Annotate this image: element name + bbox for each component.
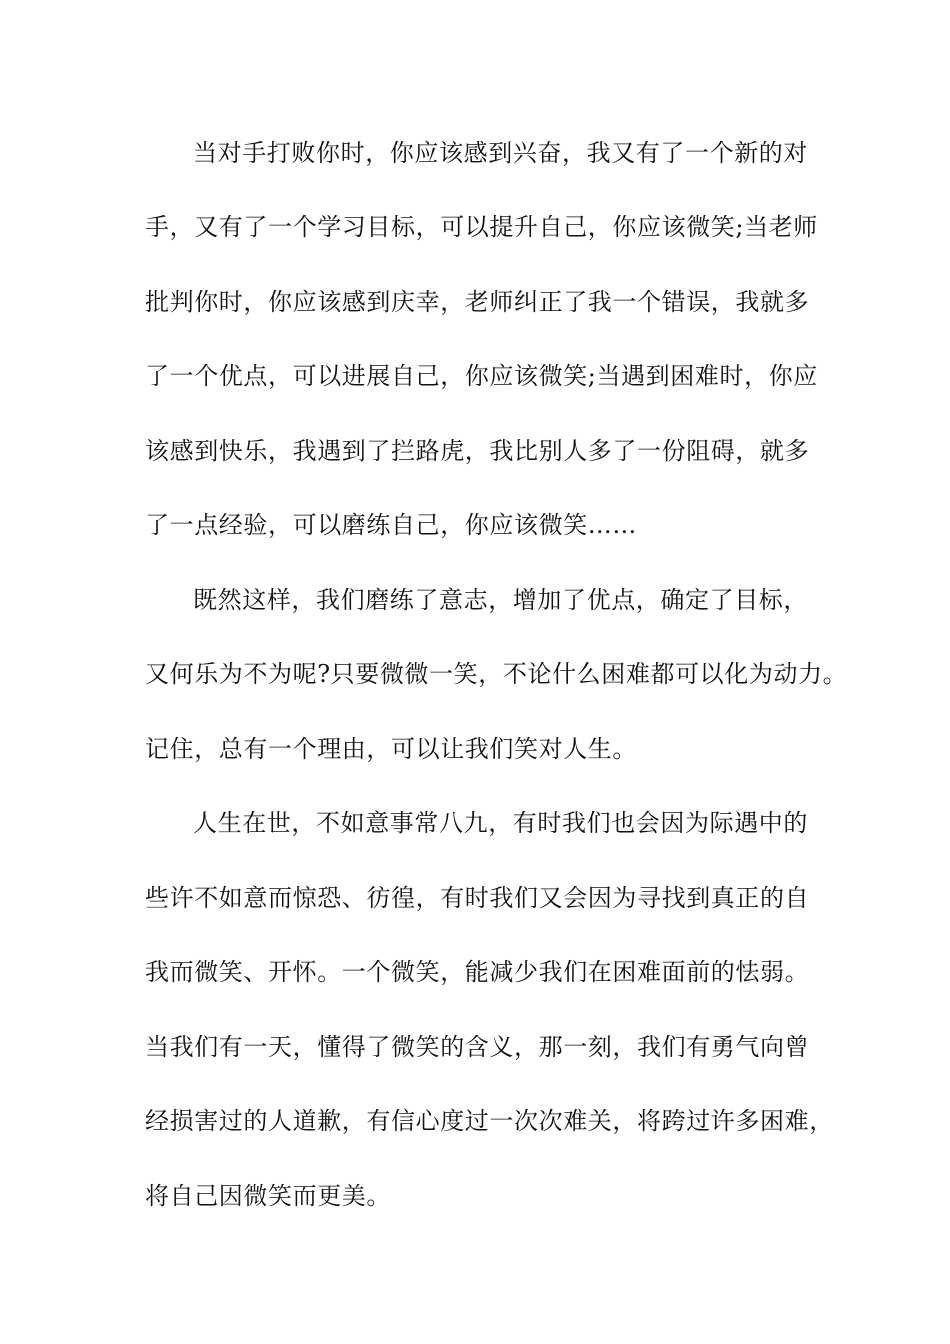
paragraph-3-line-1: 人生在世，不如意事常八九，有时我们也会因为际遇中的 — [193, 809, 808, 837]
paragraph-1-line-4: 了一个优点，可以进展自己，你应该微笑;当遇到困难时，你应 — [145, 362, 818, 390]
paragraph-2-line-1: 既然这样，我们磨练了意志，增加了优点，确定了目标， — [193, 586, 808, 614]
paragraph-1-line-3: 批判你时，你应该感到庆幸，老师纠正了我一个错误，我就多 — [145, 288, 810, 316]
paragraph-1-line-2: 手，又有了一个学习目标，可以提升自己，你应该微笑;当老师 — [145, 213, 818, 241]
paragraph-2-line-2: 又何乐为不为呢?只要微微一笑，不论什么困难都可以化为动力。 — [145, 660, 848, 688]
paragraph-3-line-3: 我而微笑、开怀。一个微笑，能减少我们在困难面前的怯弱。 — [145, 958, 810, 986]
paragraph-1-line-1: 当对手打败你时，你应该感到兴奋，我又有了一个新的对 — [193, 139, 808, 167]
paragraph-1-line-5: 该感到快乐，我遇到了拦路虎，我比别人多了一份阻碍，就多 — [145, 437, 810, 465]
paragraph-3-line-4: 当我们有一天，懂得了微笑的含义，那一刻，我们有勇气向曾 — [145, 1033, 810, 1061]
paragraph-3-line-2: 些许不如意而惊恐、彷徨，有时我们又会因为寻找到真正的自 — [145, 884, 810, 912]
paragraph-2-line-3: 记住，总有一个理由，可以让我们笑对人生。 — [145, 735, 637, 763]
paragraph-1-line-6: 了一点经验，可以磨练自己，你应该微笑…… — [145, 511, 637, 539]
paragraph-3-line-6: 将自己因微笑而更美。 — [145, 1182, 391, 1210]
paragraph-3-line-5: 经损害过的人道歉，有信心度过一次次难关，将跨过许多困难， — [145, 1107, 834, 1135]
